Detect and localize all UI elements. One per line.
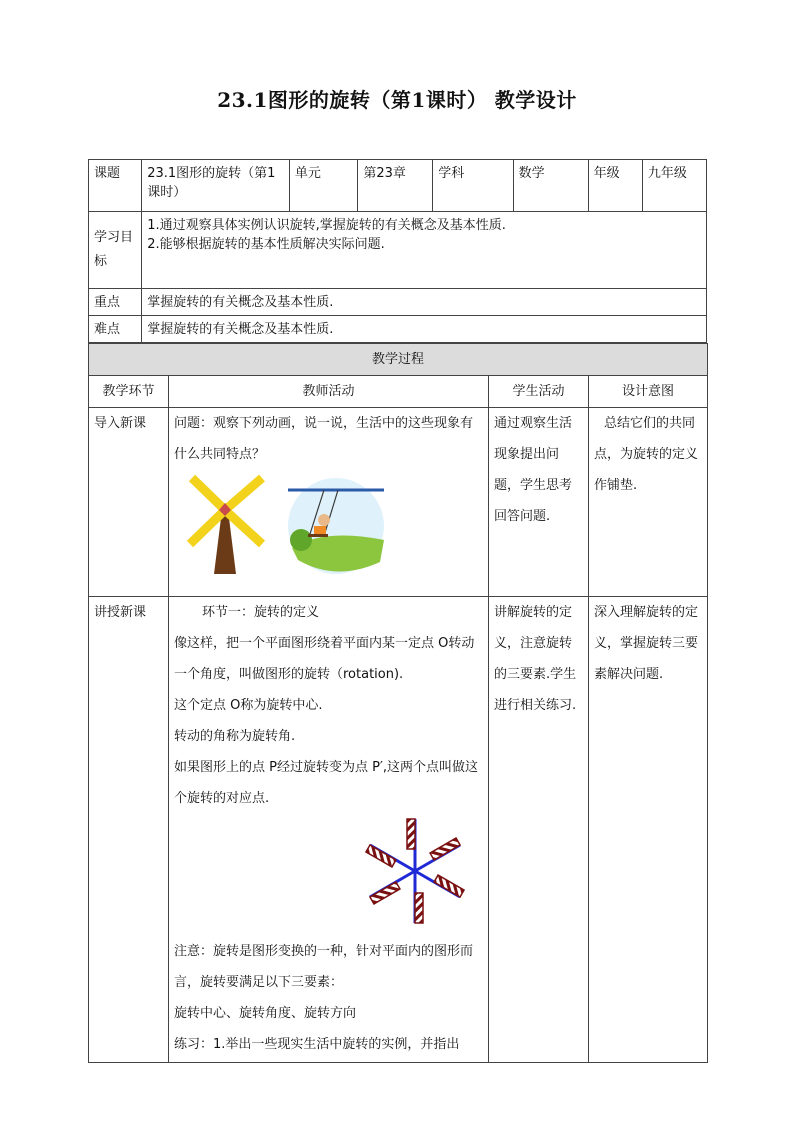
process-banner: 教学过程 [89,344,708,376]
intro-stage: 导入新课 [89,408,169,597]
angle-text: 转动的角称为旋转角. [174,729,296,744]
key-value: 掌握旋转的有关概念及基本性质. [142,289,707,316]
exercise-text: 练习：1.举出一些现实生活中旋转的实例，并指出 [174,1037,460,1052]
key-label: 重点 [89,289,142,316]
rotor-icon [366,819,464,923]
process-table [88,343,708,1063]
unit-value: 第23章 [358,160,433,212]
difficulty-value: 掌握旋转的有关概念及基本性质. [142,316,707,343]
topic-label: 课题 [89,160,142,212]
difficulty-label: 难点 [89,316,142,343]
section-heading: 环节一：旋转的定义 [202,605,320,620]
definition-text: 像这样，把一个平面图形绕着平面内某一定点 O转动一个角度，叫做图形的旋转（rotation). [174,636,475,682]
intro-teacher [169,408,489,597]
topic-value: 23.1图形的旋转（第1课时） [142,160,290,212]
lecture-student: 讲解旋转的定义，注意旋转的三要素.学生进行相关练习. [489,597,589,1063]
center-text: 这个定点 O称为旋转中心. [174,698,323,713]
page-title: 23.1图形的旋转（第1课时） 教学设计 [217,88,577,112]
goals-label-text: 学习目标 [94,230,134,269]
windmill-icon [190,478,262,574]
unit-label: 单元 [289,160,357,212]
lecture-intent: 深入理解旋转的定义，掌握旋转三要素解决问题. [589,597,708,1063]
intro-illustrations [174,470,434,582]
info-table [88,159,707,343]
lecture-teacher [169,597,489,1063]
subject-value: 数学 [513,160,588,212]
subject-label: 学科 [433,160,513,212]
rotation-figure [174,816,484,936]
header-stage: 教学环节 [89,376,169,408]
goal-item: 2.能够根据旋转的基本性质解决实际问题. [147,237,385,252]
lecture-stage: 讲授新课 [89,597,169,1063]
goals-value [142,212,707,289]
grade-value: 九年级 [642,160,706,212]
intro-question: 问题：观察下列动画，说一说，生活中的这些现象有什么共同特点？ [174,416,474,462]
intro-intent [589,408,708,597]
note-text: 注意：旋转是图形变换的一种，针对平面内的图形而言，旋转要满足以下三要素： [174,944,474,990]
grade-label: 年级 [588,160,642,212]
corresponding-points-text: 如果图形上的点 P经过旋转变为点 P′,这两个点叫做这个旋转的对应点. [174,760,479,806]
header-teacher: 教师活动 [169,376,489,408]
intro-student: 通过观察生活现象提出问题，学生思考回答问题. [489,408,589,597]
swing-illustration [288,478,384,574]
three-elements-text: 旋转中心、旋转角度、旋转方向 [174,1006,357,1021]
header-student: 学生活动 [489,376,589,408]
goals-label [89,212,142,289]
goal-item: 1.通过观察具体实例认识旋转,掌握旋转的有关概念及基本性质. [147,218,506,233]
intro-intent-text: 总结它们的共同点，为旋转的定义作铺垫. [594,416,699,493]
header-intent: 设计意图 [589,376,708,408]
